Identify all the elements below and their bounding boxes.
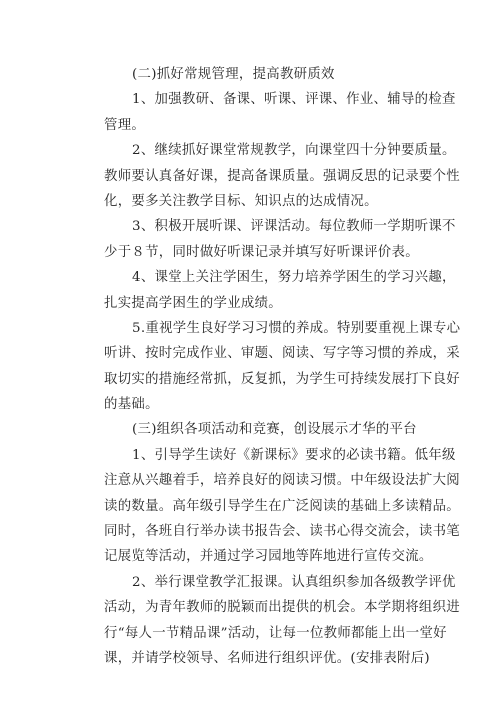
paragraph-line: 读的数量。高年级引导学生在广泛阅读的基础上多读精品。	[104, 498, 460, 514]
paragraph-line: 课，并请学校领导、名师进行组织评优。(安排表附后)	[104, 650, 430, 666]
document-body	[104, 62, 461, 671]
paragraph-line: 教师要认真备好课，提高备课质量。强调反思的记录要个性	[104, 168, 460, 184]
paragraph-line: 的基础。	[104, 397, 159, 413]
paragraph-line: 取切实的措施经常抓，反复抓，为学生可持续发展打下良好	[104, 371, 460, 387]
paragraph-line: 1、加强教研、备课、听课、评课、作业、辅导的检查	[132, 92, 456, 108]
paragraph-line: 5.重视学生良好学习习惯的养成。特别要重视上课专心	[132, 320, 461, 336]
section-heading-2: (二)抓好常规管理，提高教研质效	[132, 67, 335, 82]
paragraph-line: 行“每人一节精品课”活动，让每一位教师都能上出一堂好	[104, 625, 447, 641]
paragraph-line: 2、继续抓好课堂常规教学，向课堂四十分钟要质量。	[132, 143, 456, 159]
paragraph-line: 少于８节，同时做好听课记录并填写好听课评价表。	[104, 244, 419, 260]
paragraph-line: 活动，为青年教师的脱颖而出提供的机会。本学期将组织进	[104, 600, 460, 616]
paragraph-line: 同时，各班自行举办读书报告会、读书心得交流会，读书笔	[104, 524, 460, 540]
paragraph-line: 3、积极开展听课、评课活动。每位教师一学期听课不	[132, 219, 456, 235]
paragraph-line: 记展览等活动，并通过学习园地等阵地进行宣传交流。	[104, 549, 433, 565]
paragraph-line: 2、举行课堂教学汇报课。认真组织参加各级教学评优	[132, 574, 456, 590]
paragraph-line: 1、引导学生读好《新课标》要求的必读书籍。低年级	[132, 447, 456, 463]
paragraph-line: 化，要多关注教学目标、知识点的达成情况。	[104, 193, 378, 209]
section-heading-3: (三)组织各项活动和竞赛，创设展示才华的平台	[132, 422, 417, 438]
paragraph-line: 听讲、按时完成作业、审题、阅读、写字等习惯的养成，采	[104, 346, 460, 362]
paragraph-line: 注意从兴趣着手，培养良好的阅读习惯。中年级设法扩大阅	[104, 473, 460, 489]
paragraph-line: 4、课堂上关注学困生，努力培养学困生的学习兴趣，	[132, 270, 456, 286]
paragraph-line: 管理。	[104, 117, 146, 133]
paragraph-line: 扎实提高学困生的学业成绩。	[104, 295, 282, 311]
